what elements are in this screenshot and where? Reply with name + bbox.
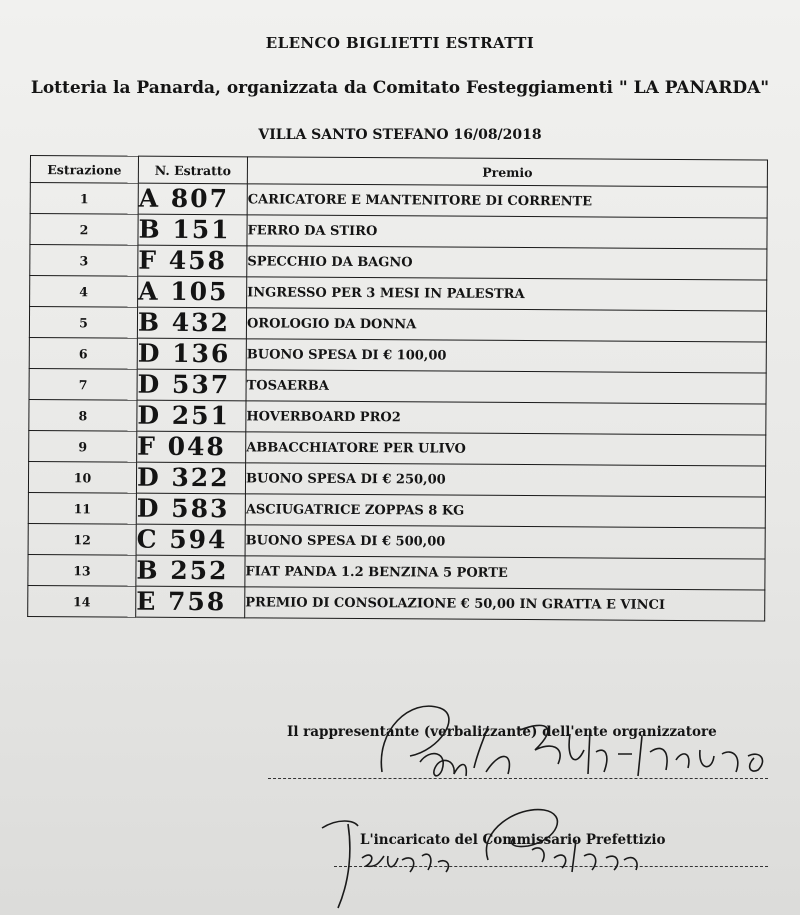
commissioner-label: L'incaricato del Commissario Prefettizio — [360, 832, 666, 848]
table-row — [29, 307, 766, 343]
prize-name: ASCIUGATRICE ZOPPAS 8 KG — [245, 494, 765, 528]
place-date: VILLA SANTO STEFANO 16/08/2018 — [258, 127, 542, 143]
table-row — [28, 492, 765, 528]
ticket-number: D 251 — [137, 400, 246, 432]
ticket-number: C 594 — [136, 524, 245, 556]
ticket-number: A 807 — [138, 183, 247, 215]
draw-number: 5 — [29, 307, 137, 339]
ticket-number: F 458 — [138, 245, 247, 277]
document-title: ELENCO BIGLIETTI ESTRATTI — [265, 34, 535, 52]
table-row — [30, 245, 767, 281]
draw-number: 8 — [29, 399, 137, 431]
draw-number: 6 — [29, 337, 137, 369]
prize-name: FERRO DA STIRO — [247, 215, 767, 249]
prize-name: CARICATORE E MANTENITORE DI CORRENTE — [247, 184, 767, 218]
draw-number: 4 — [30, 276, 138, 308]
prize-name: PREMIO DI CONSOLAZIONE € 50,00 IN GRATTA E VINCI — [245, 587, 765, 621]
table-row — [28, 461, 765, 497]
table-row — [28, 523, 765, 559]
prize-name: ABBACCHIATORE PER ULIVO — [246, 432, 766, 466]
prize-name: FIAT PANDA 1.2 BENZINA 5 PORTE — [245, 556, 765, 590]
ticket-number: F 048 — [137, 431, 246, 463]
draw-number: 3 — [30, 245, 138, 277]
table-row — [29, 399, 766, 435]
prize-name: TOSAERBA — [246, 370, 766, 404]
column-header-numero: N. Estratto — [138, 156, 247, 184]
ticket-number: A 105 — [138, 276, 247, 308]
prize-name: BUONO SPESA DI € 250,00 — [245, 463, 765, 497]
draw-results-table — [27, 155, 768, 621]
prize-name: BUONO SPESA DI € 500,00 — [245, 525, 765, 559]
document-subtitle: Lotteria la Panarda, organizzata da Comitato Festeggiamenti " LA PANARDA" — [30, 78, 770, 98]
ticket-number: B 252 — [136, 555, 245, 587]
table-row — [29, 368, 766, 404]
table-row — [28, 554, 765, 590]
ticket-number: D 136 — [137, 338, 246, 370]
draw-number: 1 — [30, 183, 138, 215]
prize-name: OROLOGIO DA DONNA — [246, 308, 766, 342]
table-row — [29, 337, 766, 373]
table-row — [29, 430, 766, 466]
draw-number: 7 — [29, 368, 137, 400]
prize-name: HOVERBOARD PRO2 — [246, 401, 766, 435]
ticket-number: B 151 — [138, 214, 247, 246]
representative-label: Il rappresentante (verbalizzante) dell'ente organizzatore — [287, 724, 717, 740]
table-row — [30, 276, 767, 312]
commissioner-signature — [318, 800, 658, 915]
prize-name: BUONO SPESA DI € 100,00 — [246, 339, 766, 373]
draw-number: 14 — [28, 585, 136, 617]
ticket-number: D 537 — [137, 369, 246, 401]
ticket-number: E 758 — [136, 586, 245, 618]
ticket-number: B 432 — [137, 307, 246, 339]
prize-name: SPECCHIO DA BAGNO — [247, 246, 767, 280]
draw-number: 9 — [29, 430, 137, 462]
table-row — [30, 183, 767, 219]
ticket-number: D 583 — [136, 493, 245, 525]
draw-number: 13 — [28, 554, 136, 586]
table-row — [30, 214, 767, 250]
prize-name: INGRESSO PER 3 MESI IN PALESTRA — [247, 277, 767, 311]
draw-number: 10 — [28, 461, 136, 493]
draw-number: 11 — [28, 492, 136, 524]
draw-number: 2 — [30, 214, 138, 246]
draw-number: 12 — [28, 523, 136, 555]
table-row — [28, 585, 765, 621]
ticket-number: D 322 — [136, 462, 245, 494]
column-header-estrazione: Estrazione — [30, 156, 138, 184]
column-header-premio: Premio — [247, 157, 767, 187]
representative-signature — [370, 690, 780, 800]
